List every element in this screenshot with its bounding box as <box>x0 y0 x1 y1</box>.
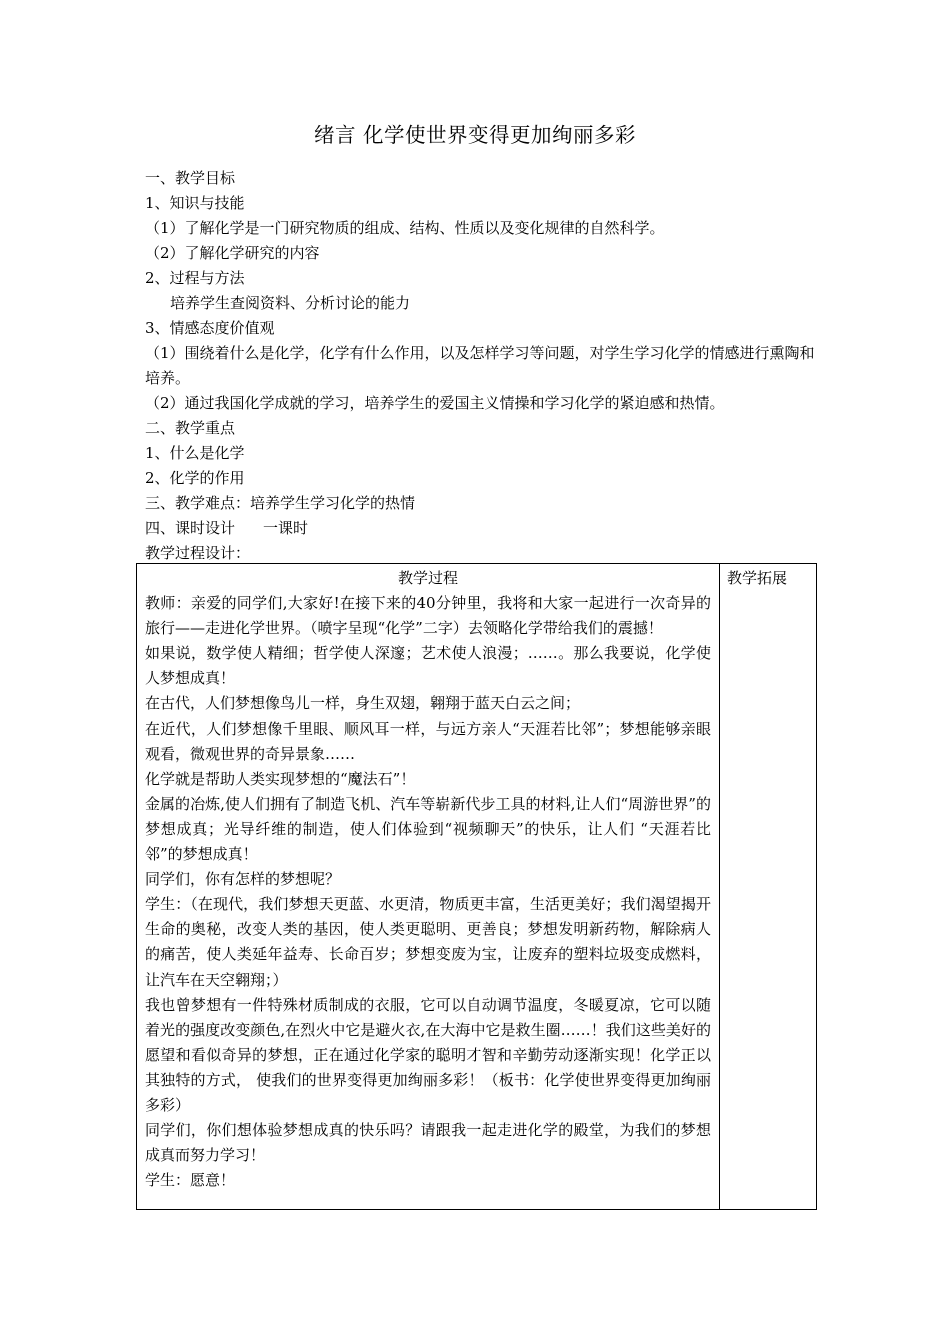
process-paragraph: 学生：（在现代，我们梦想天更蓝、水更清，物质更丰富，生活更美好；我们渴望揭开生命的奥秘，改变人类的基因，使人类更聪明、更善良；梦想发明新药物，解除病人的痛苦，使人类延年益寿、长命百岁；梦想变废为宝，让废弃的塑料垃圾变成燃料，让汽车在天空翱翔；） <box>145 895 711 989</box>
lesson-process-table <box>136 563 817 1210</box>
teaching-process-header: 教学过程 <box>397 569 458 587</box>
knowledge-heading: 1、知识与技能 <box>145 194 245 212</box>
process-item: 培养学生查阅资料、分析讨论的能力 <box>170 294 411 312</box>
process-paragraph: 我也曾梦想有一件特殊材质制成的衣服，它可以自动调节温度，冬暖夏凉，它可以随着光的强度改变颜色,在烈火中它是避火衣,在大海中它是救生圈……！我们这些美好的愿望和看似奇异的梦想，正在通过化学家的聪明才智和辛勤劳动逐渐实现！化学正以其独特的方式， 使我们的世界变得更加绚丽多彩！（板书：化学使世界变得更加绚丽多彩） <box>145 995 711 1114</box>
process-paragraph: 同学们，你有怎样的梦想呢？ <box>145 870 341 889</box>
process-paragraph: 同学们，你们想体验梦想成真的快乐吗？请跟我一起走进化学的殿堂，为我们的梦想成真而努力学习！ <box>145 1121 711 1165</box>
process-paragraph: 学生：愿意！ <box>145 1171 236 1190</box>
schedule-line <box>145 516 815 541</box>
key-points-heading: 二、教学重点 <box>145 419 236 437</box>
attitude-heading: 3、情感态度价值观 <box>145 319 275 337</box>
process-paragraph: 教师：亲爱的同学们,大家好!在接下来的40分钟里，我将和大家一起进行一次奇异的旅行——走进化学世界。（喷字呈现“化学”二字）去领略化学带给我们的震撼！ <box>145 594 711 638</box>
knowledge-item: （2）了解化学研究的内容 <box>145 244 320 262</box>
process-paragraph: 化学就是帮助人类实现梦想的“魔法石”！ <box>145 769 416 788</box>
key-point-item: 2、化学的作用 <box>145 469 245 487</box>
attitude-item: （1）围绕着什么是化学，化学有什么作用，以及怎样学习等问题，对学生学习化学的情感进行熏陶和培养。 <box>145 344 815 387</box>
column-divider <box>719 564 720 1209</box>
difficulty-line: 三、教学难点：培养学生学习化学的热情 <box>145 494 416 512</box>
schedule-label: 四、课时设计 <box>145 519 236 537</box>
process-heading: 2、过程与方法 <box>145 269 245 287</box>
attitude-item: （2）通过我国化学成就的学习，培养学生的爱国主义情操和学习化学的紧迫感和热情。 <box>145 394 725 412</box>
teaching-process-cell <box>145 566 711 1193</box>
teaching-extension-header: 教学拓展 <box>727 569 788 587</box>
process-paragraph: 如果说，数学使人精细；哲学使人深邃；艺术使人浪漫；……。那么我要说，化学使人梦想成真！ <box>145 644 711 688</box>
process-paragraph: 在近代，人们梦想像千里眼、顺风耳一样，与远方亲人“天涯若比邻”；梦想能够亲眼观看，微观世界的奇异景象…… <box>145 719 711 763</box>
teaching-extension-cell <box>727 566 812 591</box>
objectives-heading: 一、教学目标 <box>145 169 236 187</box>
lesson-plan-intro <box>145 166 815 566</box>
key-point-item: 1、什么是化学 <box>145 444 245 462</box>
knowledge-item: （1）了解化学是一门研究物质的组成、结构、性质以及变化规律的自然科学。 <box>145 219 665 237</box>
process-paragraph: 金属的冶炼,使人们拥有了制造飞机、汽车等崭新代步工具的材料,让人们“周游世界”的梦想成真；光导纤维的制造，使人们体验到“视频聊天”的快乐，让人们 “天涯若比邻”的梦想成真！ <box>145 794 711 864</box>
page-title: 绪言 化学使世界变得更加绚丽多彩 <box>313 123 636 147</box>
schedule-value: 一课时 <box>263 519 309 537</box>
process-paragraph: 在古代，人们梦想像鸟儿一样，身生双翅，翱翔于蓝天白云之间； <box>145 694 581 713</box>
process-design-label: 教学过程设计： <box>145 544 251 562</box>
